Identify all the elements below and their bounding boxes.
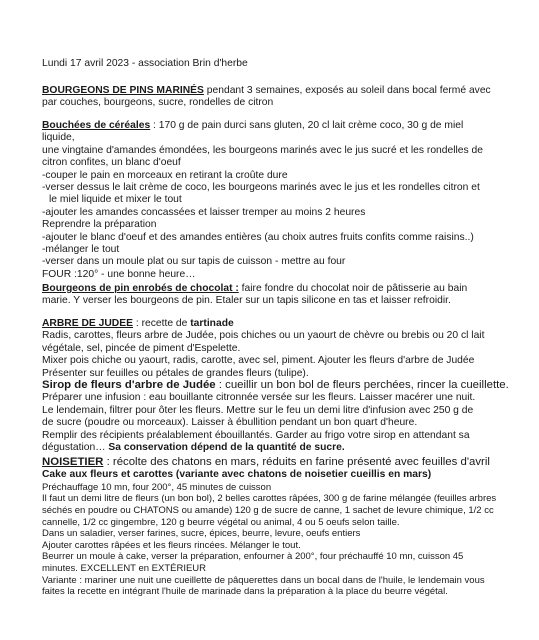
section-text: : cueillir un bon bol de fleurs perchées, rincer la cueillette. [215,379,509,391]
section-bourgeons [42,85,510,110]
text-line: Mixer pois chiche ou yaourt, radis, carotte, avec sel, piment. Ajouter les fleurs d'arbre de Judée [42,355,475,367]
text-line: citron confites, un blanc d'oeuf [42,157,181,169]
text-line: FOUR :120° - une bonne heure… [42,268,196,280]
text-line: séchés en poudre ou CHATONS ou amande) 120 g de sucre de canne, 1 sachet de levure chimique, 1/2 cc [42,505,494,516]
section-text: : recette de [132,318,191,329]
text-line: Préparer une infusion : eau bouillante citronnée versée sur les fleurs. Laisser macérer une nuit. [42,392,476,404]
section-title: Bouchées de céréales [42,120,151,131]
date-line: Lundi 17 avril 2023 - association Brin d'herbe [42,58,248,69]
section-noisetier [42,456,510,598]
text-line: Préchauffage 10 mn, four 200°, 45 minutes de cuisson [42,481,272,493]
text-line: -couper le pain en morceaux en retirant la croûte dure [42,169,288,181]
text-line: Le lendemain, filtrer pour ôter les fleurs. Mettre sur le feu un demi litre d'infusion avec 250 g de [42,404,474,416]
section-text: : 170 g de pain durci sans gluten, 20 cl lait crème coco, 30 g de miel [150,120,464,131]
section-sirop [42,379,510,454]
text-line: une vingtaine d'amandes émondées, les bourgeons marinés avec le jus sucré et les rondelles de [42,144,483,156]
text-line: Présenter sur feuilles ou pétales de grandes fleurs (tulipe). [42,367,309,379]
text-line: Reprendre la préparation [42,219,157,231]
text-line: -verser dessus le lait crème de coco, les bourgeons marinés avec le jus et les rondelles citron et [42,182,480,194]
section-title: Sirop de fleurs d'arbre de Judée [42,379,216,391]
section-bourgeons-chocolat [42,283,510,308]
section-title: ARBRE DE JUDEE [42,318,133,329]
text-line: Il faut un demi litre de fleurs (un bon bol), 2 belles carottes râpées, 300 g de farine mélangée (feuilles arbres [42,493,497,505]
text-line: végétale, sel, pincée de piment d'Espelette. [42,342,241,354]
text-line: Beurrer un moule à cake, verser la préparation, enfourner à 200°, four préchauffé 10 mn, cuisson 45 [42,551,464,563]
text-line: Remplir des récipients préalablement ébouillantés. Garder au frigo votre sirop en attendant sa [42,429,470,441]
text-line: -verser dans un moule plat ou sur tapis de cuisson - mettre au four [42,256,346,268]
section-bouchees [42,120,510,281]
text-line: -ajouter les amandes concassées et laisser tremper au moins 2 heures [42,206,366,218]
text-line: -ajouter le blanc d'oeuf et des amandes entières (au choix autres fruits confits comme raisins..) [42,231,474,243]
text-line: cannelle, 1/2 cc gingembre, 120 g beurre végétal ou animal, 4 ou 5 oeufs selon taille. [42,516,400,528]
section-text: par couches, bourgeons, sucre, rondelles de citron [42,97,274,109]
text-line: de sucre (poudre ou morceaux). Laisser à ébullition pendant un bon quart d'heure. [42,417,418,429]
text-line: -mélanger le tout [42,244,120,256]
text-line: faites la recette en intégrant l'huile de marinade dans la préparation à la place du beurre végétal. [42,586,448,598]
section-title: Bourgeons de pin enrobés de chocolat : [42,283,239,294]
section-text: : récolte des chatons en mars, réduits en farine présenté avec feuilles d'avril [103,456,490,468]
section-title: BOURGEONS DE PINS MARINÉS [42,85,204,96]
section-text-bold: Sa conservation dépend de la quantité de sucre. [108,442,345,454]
text-line: Radis, carottes, fleurs arbre de Judée, pois chiches ou un yaourt de chèvre ou brebis ou 20 cl lait [42,330,485,342]
section-text: marie. Y verser les bourgeons de pin. Etaler sur un tapis silicone en tas et laisser refroidir. [42,295,451,307]
section-text: dégustation… [42,442,109,454]
text-line: le miel liquide et mixer le tout [49,194,182,206]
text-line: Ajouter carottes râpées et les fleurs rincées. Mélanger le tout. [42,539,301,551]
section-arbre-de-judee [42,318,510,380]
section-title: NOISETIER [42,456,104,468]
text-line: liquide, [42,132,75,144]
section-text-bold: tartinade [190,318,234,329]
text-line: minutes. EXCELLENT en EXTÉRIEUR [42,562,207,574]
section-text: pendant 3 semaines, exposés au soleil dans bocal fermé avec [203,85,491,96]
section-text: faire fondre du chocolat noir de pâtisserie au bain [238,283,468,294]
text-line: Dans un saladier, verser farines, sucre, épices, beurre, levure, oeufs entiers [42,528,361,540]
recipe-subtitle: Cake aux fleurs et carottes (variante avec chatons de noisetier cueillis en mars) [42,469,432,481]
text-line: Variante : mariner une nuit une cueillette de pâquerettes dans un bocal dans de l'huile, le lendemain vous [42,574,485,586]
